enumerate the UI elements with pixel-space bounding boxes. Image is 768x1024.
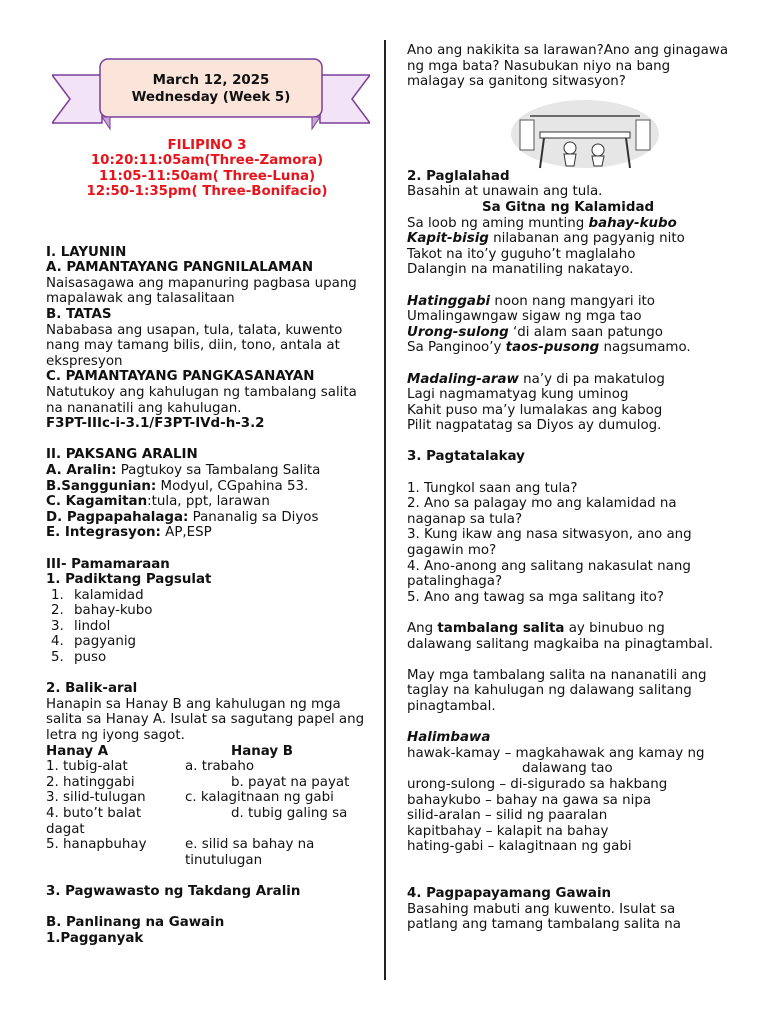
- layunin-heading: I. LAYUNIN: [46, 244, 127, 260]
- poem-line: Madaling-araw na’y di pa makatulog: [407, 371, 665, 387]
- subject-title: FILIPINO 3: [167, 138, 247, 153]
- list-item: 3. lindol: [68, 619, 368, 635]
- right-column: [407, 43, 729, 933]
- pagganyak-title: 1.Pagganyak: [46, 930, 144, 946]
- layunin-a-title: A. PAMANTAYANG PANGNILALAMAN: [46, 260, 314, 276]
- paksa-heading: II. PAKSANG ARALIN: [46, 447, 198, 463]
- list-item: 5. puso: [68, 650, 368, 666]
- paksa-aralin: A. Aralin: Pagtukoy sa Tambalang Salita: [46, 462, 321, 478]
- poem-line: Takot na ito’y guguho’t maglalaho: [407, 246, 636, 262]
- layunin-b-text: Nababasa ang usapan, tula, talata, kuwento nang may tamang bilis, diin, tono, antala at ekspresyon: [46, 322, 343, 369]
- layunin-c-title: C. PAMANTAYANG PANGKASANAYAN: [46, 369, 315, 385]
- poem-line: Kapit-bisig nilabanan ang pagyanig nito: [407, 231, 685, 247]
- banner-day: Wednesday (Week 5): [131, 90, 291, 105]
- layunin-a-text: Naisasagawa ang mapanuring pagbasa upang mapalawak ang talasalitaan: [46, 275, 357, 307]
- poem-line: Sa loob ng aming munting bahay-kubo: [407, 215, 677, 231]
- layunin-b-title: B. TATAS: [46, 307, 112, 322]
- balik-aral-title: 2. Balik-aral: [46, 681, 138, 697]
- paksa-sanggunian: B.Sanggunian: Modyul, CGpahina 53.: [46, 478, 309, 494]
- example-item: hawak-kamay – magkahawak ang kamay ng: [407, 745, 705, 761]
- list-item: 4. pagyanig: [68, 634, 368, 650]
- paksa-integrasyon: E. Integrasyon: AP,ESP: [46, 525, 212, 541]
- example-item: urong-sulong – di-sigurado sa hakbang: [407, 776, 668, 792]
- question-item: 4. Ano-anong ang salitang nakasulat nang patalinghaga?: [407, 558, 691, 590]
- panlinang-title: B. Panlinang na Gawain: [46, 915, 225, 931]
- list-item: 2. bahay-kubo: [68, 603, 368, 619]
- schedule-1: 10:20:11:05am(Three-Zamora): [90, 153, 324, 169]
- question-item: 3. Kung ikaw ang nasa sitwasyon, ano ang gagawin mo?: [407, 527, 692, 559]
- list-item: 1. kalamidad: [68, 588, 368, 604]
- poem-title: Sa Gitna ng Kalamidad: [481, 199, 655, 215]
- earthquake-illustration: [510, 98, 660, 174]
- poem-line: Kahit puso ma’y lumalakas ang kabog: [407, 402, 663, 418]
- paglalahad-text: Basahin at unawain ang tula.: [407, 184, 603, 200]
- left-column: [46, 138, 368, 946]
- pagwawasto-title: 3. Pagwawasto ng Takdang Aralin: [46, 883, 301, 899]
- example-item: kapitbahay – kalapit na bahay: [407, 823, 609, 839]
- schedule-2: 11:05-11:50am( Three-Luna): [98, 168, 316, 184]
- poem-line: Urong-sulong ‘di alam saan patungo: [407, 324, 663, 340]
- poem-line: Sa Panginoo’y taos-pusong nagsumamo.: [407, 340, 691, 356]
- layunin-c-text: Natutukoy ang kahulugan ng tambalang salita na nananatili ang kahulugan.: [46, 384, 357, 416]
- padiktang-list: [46, 588, 368, 666]
- padiktang-title: 1. Padiktang Pagsulat: [46, 572, 212, 588]
- question-item: 5. Ano ang tawag sa mga salitang ito?: [407, 589, 664, 605]
- row4-continuation: dagat: [46, 821, 85, 837]
- poem-line: Lagi nagmamatyag kung uminog: [407, 387, 629, 403]
- poem-line: Dalangin na manatiling nakatayo.: [407, 262, 634, 278]
- example-item: hating-gabi – kalagitnaan ng gabi: [407, 839, 632, 855]
- poem-line: Umalingawngaw sigaw ng mga tao: [407, 309, 642, 325]
- banner-date: March 12, 2025: [152, 73, 270, 88]
- table-row: 1. tubig-alat a. trabaho: [46, 759, 255, 775]
- paksa-kagamitan: C. Kagamitan:tula, ppt, larawan: [46, 494, 270, 510]
- example-item: dalawang tao: [522, 761, 613, 777]
- halimbawa-title: Halimbawa: [407, 730, 491, 746]
- table-row: 5. hanapbuhay e. silid sa bahay na tinutulugan: [46, 837, 315, 868]
- pamamaraan-heading: III- Pamamaraan: [46, 556, 170, 572]
- pagpapayaman-text: Basahing mabuti ang kuwento. Isulat sa patlang ang tamang tambalang salita na: [407, 901, 681, 933]
- competency-code: F3PT-IIIc-i-3.1/F3PT-IVd-h-3.2: [46, 416, 265, 432]
- question-item: 2. Ano sa palagay mo ang kalamidad na naganap sa tula?: [407, 496, 677, 527]
- definition-text: Ang tambalang salita ay binubuo ng dalawang salitang magkaiba na pinagtambal.: [407, 621, 714, 652]
- paglalahad-title: 2. Paglalahad: [407, 168, 510, 184]
- schedule-3: 12:50-1:35pm( Three-Bonifacio): [86, 184, 328, 200]
- pagpapayaman-title: 4. Pagpapayamang Gawain: [407, 886, 612, 902]
- poem-line: Pilit nagpatatag sa Diyos ay dumulog.: [407, 418, 662, 434]
- table-row: 2. hatinggabi b. payat na payat: [46, 774, 350, 790]
- poem-line: Hatinggabi noon nang mangyari ito: [407, 293, 655, 309]
- table-row: 3. silid-tulugan c. kalagitnaan ng gabi: [46, 790, 334, 806]
- example-item: bahaykubo – bahay na gawa sa nipa: [407, 792, 652, 808]
- definition-text-2: May mga tambalang salita na nananatili ang taglay na kahulugan ng dalawang salitang pinagtambal.: [407, 667, 707, 714]
- hanay-header: Hanay A Hanay B: [46, 743, 293, 759]
- picture-question: Ano ang nakikita sa larawan?Ano ang ginagawa ng mga bata? Nasubukan niyo na bang malagay sa ganitong sitwasyon?: [407, 43, 729, 90]
- question-item: 1. Tungkol saan ang tula?: [407, 480, 578, 496]
- balik-aral-text: Hanapin sa Hanay B ang kahulugan ng mga salita sa Hanay A. Isulat sa sagutang papel ang letra ng iyong sagot.: [46, 696, 365, 744]
- table-row: 4. buto’t balat d. tubig galing sa: [46, 806, 348, 821]
- column-divider: [384, 40, 386, 980]
- paksa-pagpapahalaga: D. Pagpapahalaga: Pananalig sa Diyos: [46, 509, 319, 525]
- pagtatalakay-title: 3. Pagtatalakay: [407, 449, 525, 465]
- example-item: silid-aralan – silid ng paaralan: [407, 808, 608, 824]
